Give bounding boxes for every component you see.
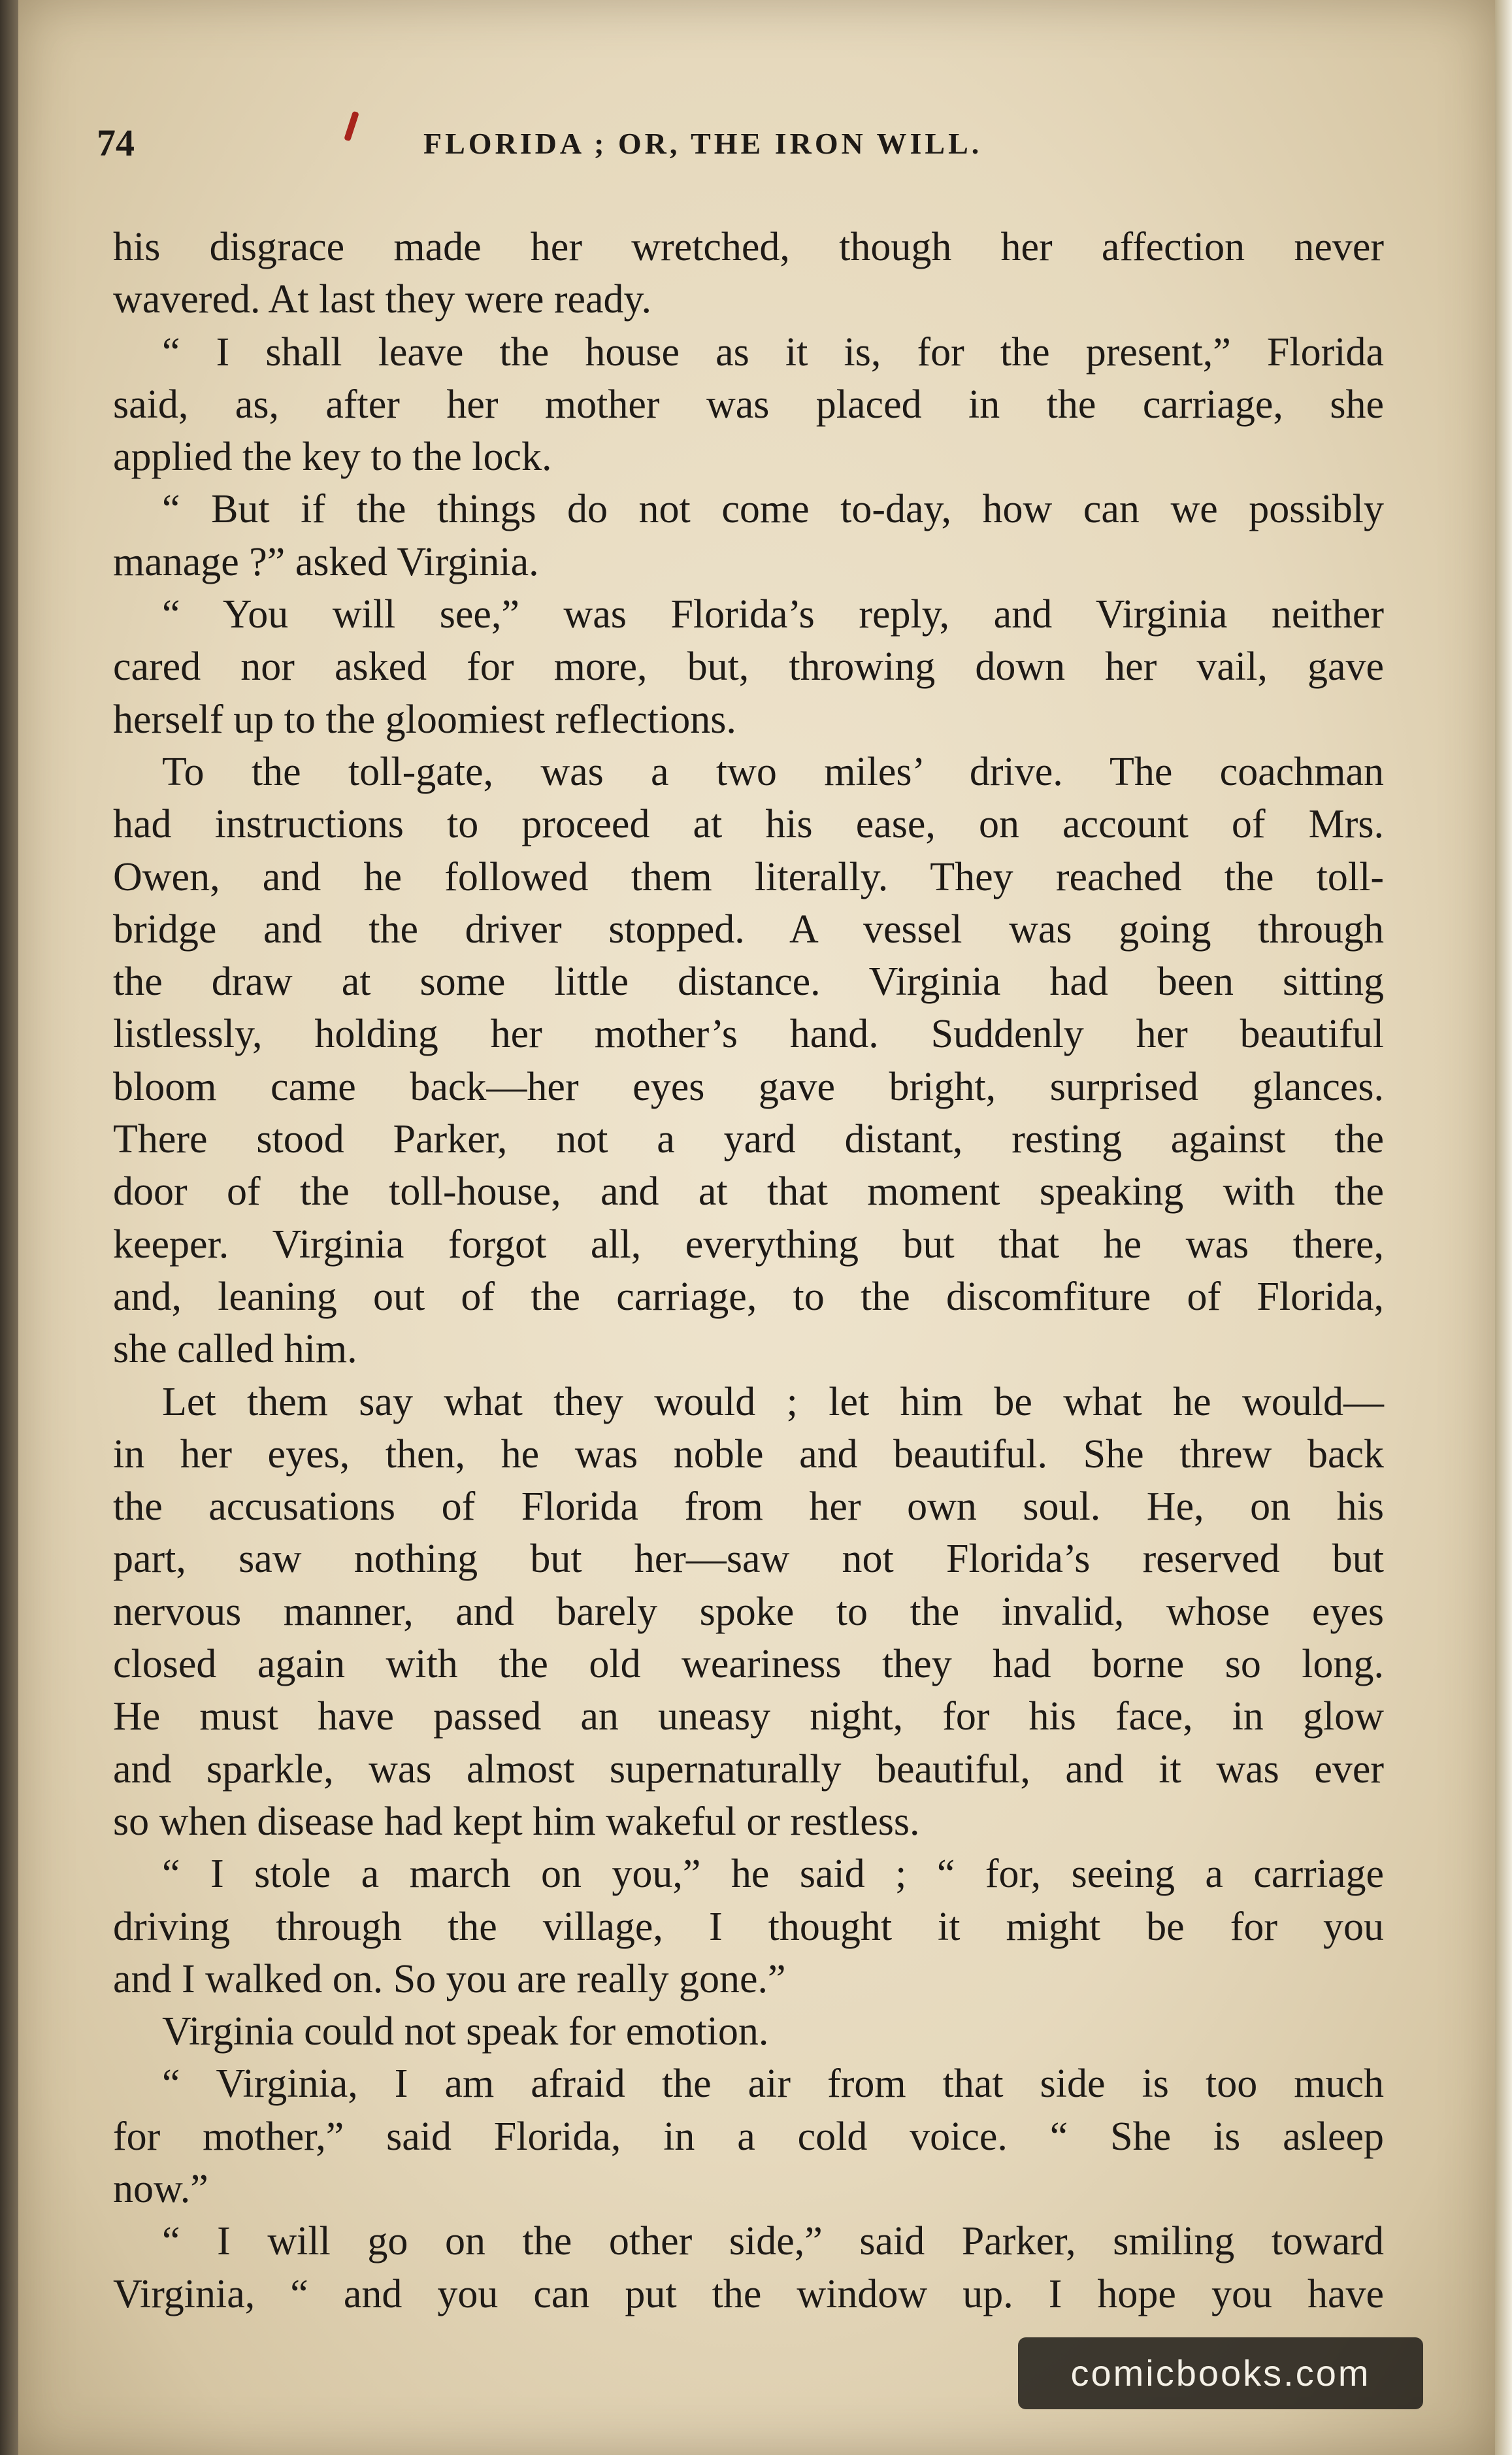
text-line: cared nor asked for more, but, throwing down her vail, gave (113, 644, 1384, 690)
text-line: manage ?” asked Virginia. (113, 539, 539, 584)
running-title: FLORIDA ; OR, THE IRON WILL. (423, 127, 983, 160)
text-line: and I walked on. So you are really gone.” (113, 1956, 786, 2001)
text-line: so when disease had kept him wakeful or restless. (113, 1799, 920, 1844)
text-line: He must have passed an uneasy night, for his face, in glow (113, 1694, 1384, 1739)
text-line: herself up to the gloomiest reflections. (113, 697, 736, 742)
text-line: “ You will see,” was Florida’s reply, and Virginia neither (162, 592, 1384, 637)
text-line: “ But if the things do not come to-day, how can we possibly (162, 487, 1384, 532)
text-line: said, as, after her mother was placed in the carriage, she (113, 382, 1384, 427)
text-line: Let them say what they would ; let him be what he would— (162, 1379, 1384, 1424)
text-line: nervous manner, and barely spoke to the invalid, whose eyes (113, 1589, 1384, 1634)
text-line: and, leaning out of the carriage, to the discomfiture of Florida, (113, 1274, 1384, 1319)
text-line: had instructions to proceed at his ease, on account of Mrs. (113, 802, 1384, 847)
text-line: driving through the village, I thought it might be for you (113, 1904, 1384, 1949)
text-line: wavered. At last they were ready. (113, 277, 652, 322)
text-line: Virginia could not speak for emotion. (162, 2009, 769, 2054)
text-line: the accusations of Florida from her own soul. He, on his (113, 1484, 1384, 1529)
text-line: his disgrace made her wretched, though her affection never (113, 225, 1384, 269)
text-line: part, saw nothing but her—saw not Florida’s reserved but (113, 1537, 1384, 1582)
text-line: for mother,” said Florida, in a cold voice. “ She is asleep (113, 2114, 1384, 2159)
text-line: To the toll-gate, was a two miles’ drive. The coachman (162, 749, 1384, 794)
text-line: bloom came back—her eyes gave bright, surprised glances. (113, 1064, 1384, 1109)
text-line: keeper. Virginia forgot all, everything but that he was there, (113, 1222, 1384, 1267)
text-line: “ I stole a march on you,” he said ; “ for, seeing a carriage (162, 1852, 1384, 1897)
book-gutter-edge (0, 0, 18, 2455)
text-line: the draw at some little distance. Virginia had been sitting (113, 960, 1384, 1005)
text-line: Virginia, “ and you can put the window up. I hope you have (113, 2271, 1384, 2316)
text-line: “ I shall leave the house as it is, for the present,” Florida (162, 329, 1384, 375)
book-page (18, 0, 1495, 2455)
text-line: in her eyes, then, he was noble and beautiful. She threw back (113, 1431, 1384, 1477)
text-line: Owen, and he followed them literally. They reached the toll- (113, 854, 1384, 899)
site-watermark: comicbooks.com (1018, 2337, 1423, 2409)
text-line: door of the toll-house, and at that moment speaking with the (113, 1169, 1384, 1214)
page-header (97, 121, 1404, 173)
text-line: “ I will go on the other side,” said Parker, smiling toward (162, 2219, 1384, 2264)
page-number: 74 (97, 122, 135, 164)
text-line: applied the key to the lock. (113, 435, 552, 480)
text-line: she called him. (113, 1327, 357, 1372)
text-line: closed again with the old weariness they had borne so long. (113, 1642, 1384, 1687)
text-line: bridge and the driver stopped. A vessel was going through (113, 907, 1384, 952)
page-fore-edge (1495, 0, 1512, 2455)
text-line: and sparkle, was almost supernaturally beautiful, and it was ever (113, 1746, 1384, 1792)
text-line: listlessly, holding her mother’s hand. Suddenly her beautiful (113, 1012, 1384, 1057)
text-line: “ Virginia, I am afraid the air from that side is too much (162, 2062, 1384, 2107)
text-line: now.” (113, 2166, 208, 2211)
text-line: There stood Parker, not a yard distant, resting against the (113, 1117, 1384, 1162)
page-body-text (113, 221, 1384, 2320)
